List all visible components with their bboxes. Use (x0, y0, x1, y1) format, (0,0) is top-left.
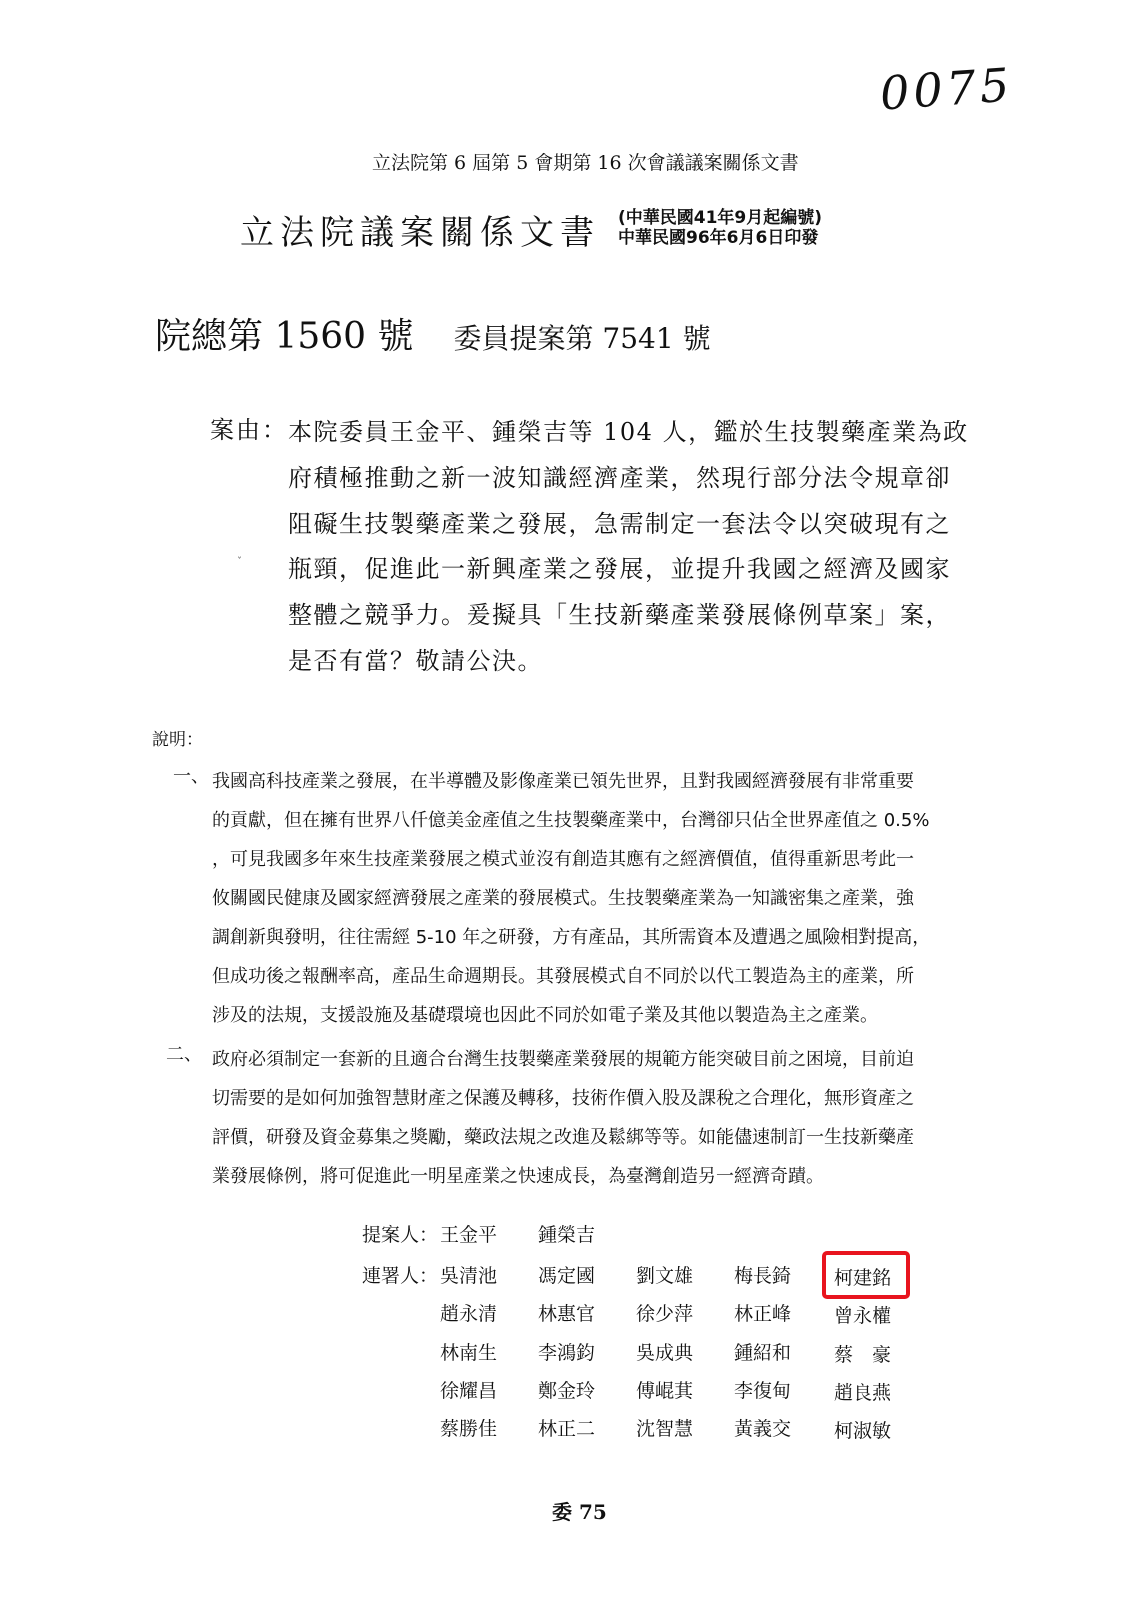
cosigner-name: 趙良燕 (834, 1382, 892, 1404)
handwritten-page-stamp: 0075 (878, 57, 1015, 121)
proposer-name: 鍾榮吉 (538, 1224, 596, 1246)
case-line: 瓶頸，促進此一新興產業之發展，並提升我國之經濟及國家 (288, 555, 951, 584)
cosigner-name: 李復甸 (734, 1380, 792, 1402)
explanation-paragraph-2 (212, 1040, 1022, 1196)
explanation-paragraph-1 (212, 762, 1022, 1035)
proposer-name: 王金平 (440, 1224, 498, 1246)
cosigner-name: 林正二 (538, 1418, 596, 1440)
cosigner-name: 李鴻鈞 (538, 1342, 596, 1364)
cosigner-name-highlighted: 柯建銘 (834, 1267, 892, 1289)
case-line: 府積極推動之新一波知識經濟產業，然現行部分法令規章卻 (288, 463, 951, 492)
cosigner-name: 梅長錡 (734, 1265, 792, 1287)
case-line: 是否有當？敬請公決。 (288, 646, 543, 675)
document-meta (618, 208, 822, 248)
paragraph-line: ，可見我國多年來生技產業發展之模式並沒有創造其應有之經濟價值，值得重新思考此一 (212, 849, 914, 870)
case-line: 阻礙生技製藥產業之發展，急需制定一套法令以突破現有之 (288, 509, 951, 538)
cosigner-name: 馮定國 (538, 1265, 596, 1287)
explanation-label: 說明： (152, 730, 203, 750)
cosigner-name: 傅崐萁 (636, 1380, 694, 1402)
cosigner-name: 徐耀昌 (440, 1380, 498, 1402)
document-title: 立法院議案關係文書 (240, 213, 600, 253)
paragraph-line: 切需要的是如何加強智慧財產之保護及轉移，技術作價入股及課稅之合理化，無形資產之 (212, 1088, 914, 1109)
cosigner-name: 柯淑敏 (834, 1420, 892, 1442)
proposer-label: 提案人： (362, 1224, 439, 1246)
cosigner-name: 劉文雄 (636, 1265, 694, 1287)
paragraph-line: 涉及的法規，支援設施及基礎環境也因此不同於如電子業及其他以製造為主之產業。 (212, 1005, 878, 1026)
cosigner-name: 蔡勝佳 (440, 1418, 498, 1440)
proposal-number: 委員提案第 7541 號 (453, 322, 711, 355)
paragraph-number: 二、 (166, 1044, 202, 1065)
paragraph-line: 的貢獻，但在擁有世界八仟億美金產值之生技製藥產業中，台灣卻只佔全世界產值之 0.5% (212, 810, 930, 831)
cosigner-label: 連署人： (362, 1265, 439, 1287)
numbering-note: (中華民國41年9月起編號) (618, 208, 823, 228)
case-body (288, 410, 1018, 685)
paragraph-line: 調創新與發明，往往需經 5-10 年之研發，方有產品，其所需資本及遭遇之風險相對提高， (212, 927, 931, 948)
paragraph-line: 我國高科技產業之發展，在半導體及影像產業已領先世界，且對我國經濟發展有非常重要 (212, 771, 914, 792)
cosigner-name: 鍾紹和 (734, 1342, 792, 1364)
cosigner-name: 趙永清 (440, 1303, 498, 1325)
cosigner-name: 黃義交 (734, 1418, 792, 1440)
session-header: 立法院第 6 屆第 5 會期第 16 次會議議案關係文書 (372, 152, 799, 174)
cosigner-name: 林正峰 (734, 1303, 792, 1325)
cosigner-name: 林惠官 (538, 1303, 596, 1325)
cosigner-name: 蔡 豪 (834, 1344, 892, 1366)
paragraph-line: 攸關國民健康及國家經濟發展之產業的發展模式。生技製藥產業為一知識密集之產業，強 (212, 888, 914, 909)
case-label: 案由： (210, 416, 288, 444)
cosigner-name: 徐少萍 (636, 1303, 694, 1325)
paragraph-line: 評價，研發及資金募集之獎勵，藥政法規之改進及鬆綁等等。如能儘速制訂一生技新藥產 (212, 1127, 914, 1148)
highlight-box (822, 1251, 910, 1299)
paragraph-number: 一、 (173, 766, 209, 787)
cosigner-name: 鄭金玲 (538, 1380, 596, 1402)
page-footer: 委 75 (552, 1500, 607, 1524)
case-line: 整體之競爭力。爰擬具「生技新藥產業發展條例草案」案， (288, 601, 951, 630)
paragraph-line: 但成功後之報酬率高，產品生命週期長。其發展模式自不同於以代工製造為主的產業，所 (212, 966, 914, 987)
bill-number-line (155, 308, 711, 359)
cosigner-name: 吳成典 (636, 1342, 694, 1364)
scan-mark: ˇ (237, 557, 242, 568)
print-date: 中華民國96年6月6日印發 (618, 228, 819, 248)
cosigner-name: 林南生 (440, 1342, 498, 1364)
paragraph-line: 業發展條例，將可促進此一明星產業之快速成長，為臺灣創造另一經濟奇蹟。 (212, 1166, 824, 1187)
paragraph-line: 政府必須制定一套新的且適合台灣生技製藥產業發展的規範方能突破目前之困境，目前迫 (212, 1049, 914, 1070)
cosigner-name: 吳清池 (440, 1265, 498, 1287)
bill-number: 院總第 1560 號 (155, 316, 414, 357)
cosigner-name: 曾永權 (834, 1305, 892, 1327)
case-line: 本院委員王金平、鍾榮吉等 104 人，鑑於生技製藥產業為政 (288, 418, 969, 446)
cosigner-name: 沈智慧 (636, 1418, 694, 1440)
